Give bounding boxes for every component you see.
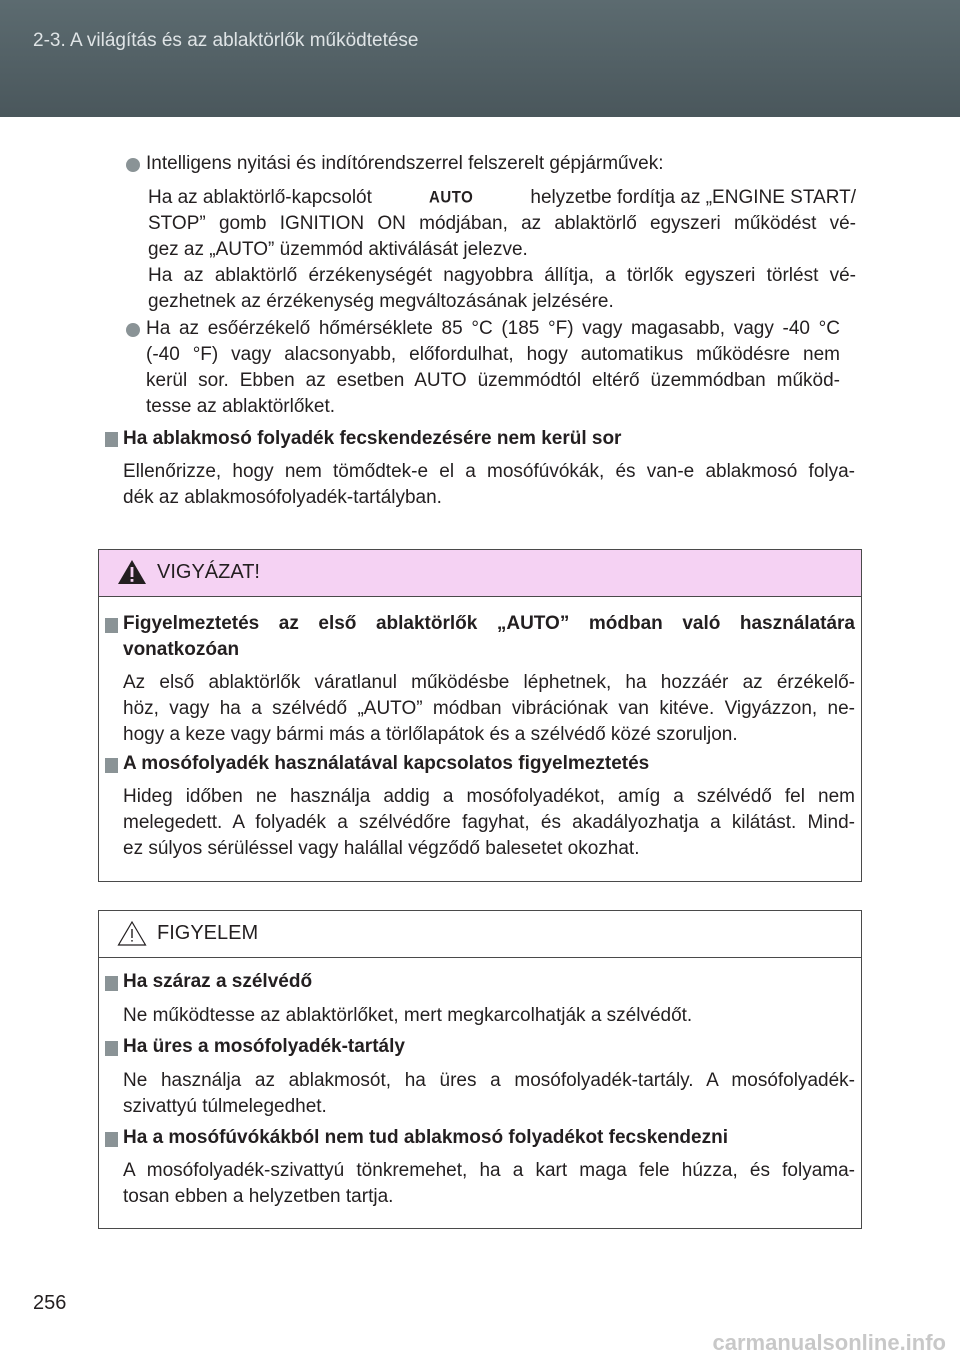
section-line2: dék az ablakmosófolyadék-tartályban. (123, 487, 442, 508)
section-heading: Ha ablakmosó folyadék fecskendezésére nem kerül sor (123, 428, 622, 449)
caution-text2-line1: Hideg időben ne használja addig a mosófolyadékot, amíg a szélvédő fel nem (123, 786, 855, 807)
warning-icon (117, 559, 147, 585)
section-marker-icon (105, 432, 118, 447)
caution-text2-line3: ez súlyos sérüléssel vagy halállal végződő balesetet okozhat. (123, 838, 640, 859)
notice-heading3: Ha a mosófúvókákból nem tud ablakmosó folyadékot fecskendezni (123, 1127, 728, 1148)
caution-text1-line3: hogy a keze vagy bármi más a törlőlapátok és a szélvédő közé szoruljon. (123, 724, 738, 745)
caution-text2-line2: melegedett. A folyadék a szélvédőre fagyhat, és akadályozhatja a kilátást. Mind- (123, 812, 855, 833)
notice-warning-icon (117, 920, 147, 946)
caution-header (99, 550, 861, 597)
section-marker-icon (105, 758, 118, 773)
bullet2-line3: kerül sor. Ebben az esetben AUTO üzemmódtól eltérő üzemmódban működ- (146, 370, 840, 391)
caution-title: VIGYÁZAT! (157, 561, 260, 583)
bullet1-line2: STOP” gomb IGNITION ON módjában, az ablaktörlő egyszeri működést vé- (148, 213, 856, 234)
notice-header (99, 911, 861, 958)
notice-title: FIGYELEM (157, 922, 259, 944)
bullet2-line2: (-40 °F) vagy alacsonyabb, előfordulhat, hogy automatikus működésre nem (146, 344, 840, 365)
auto-icon: AUTO (429, 188, 474, 207)
bullet2-line4: tesse az ablaktörlőket. (146, 396, 336, 417)
caution-heading2: A mosófolyadék használatával kapcsolatos figyelmeztetés (123, 753, 650, 774)
section-line1: Ellenőrizze, hogy nem tömődtek-e el a mosófúvókák, és van-e ablakmosó folya- (123, 461, 855, 482)
section-title: 2-3. A világítás és az ablaktörlők működtetése (33, 30, 419, 51)
bullet-icon (126, 323, 140, 337)
section-marker-icon (105, 1041, 118, 1056)
watermark: carmanualsonline.info (712, 1330, 946, 1355)
bullet1-title: Intelligens nyitási és indítórendszerrel felszerelt gépjárművek: (146, 153, 664, 174)
notice-text1: Ne működtesse az ablaktörlőket, mert megkarcolhatják a szélvédőt. (123, 1005, 693, 1026)
notice-heading1: Ha száraz a szélvédő (123, 971, 313, 992)
bullet2-line1: Ha az esőérzékelő hőmérséklete 85 °C (185 °F) vagy magasabb, vagy -40 °C (146, 318, 840, 339)
caution-text1-line1: Az első ablaktörlők váratlanul működésbe léphetnek, ha hozzáér az érzékelő- (123, 672, 855, 693)
page-header (0, 0, 960, 117)
bullet-icon (126, 158, 140, 172)
notice-text2-line2: szivattyú túlmelegedhet. (123, 1096, 327, 1117)
notice-text2-line1: Ne használja az ablakmosót, ha üres a mosófolyadék-tartály. A mosófolyadék- (123, 1070, 855, 1091)
bullet1-line1 (148, 185, 856, 212)
bullet1-line1b: helyzetbe fordítja az „ENGINE START/ (530, 187, 856, 208)
section-marker-icon (105, 618, 118, 633)
bullet1-line5: gezhetnek az érzékenység megváltozásának jelzésére. (148, 291, 614, 312)
caution-heading1-line2: vonatkozóan (123, 639, 240, 660)
section-marker-icon (105, 1132, 118, 1147)
section-marker-icon (105, 976, 118, 991)
caution-heading1-line1: Figyelmeztetés az első ablaktörlők „AUTO” módban való használatára (123, 613, 855, 634)
bullet1-line4: Ha az ablaktörlő érzékenységét nagyobbra állítja, a törlők egyszeri törlést vé- (148, 265, 856, 286)
caution-text1-line2: höz, vagy ha a szélvédő „AUTO” módban vibrációnak van kitéve. Vigyázzon, ne- (123, 698, 855, 719)
bullet1-line3: gez az „AUTO” üzemmód aktiválását jelezve. (148, 239, 528, 260)
bullet1-line1a: Ha az ablaktörlő-kapcsolót (148, 187, 372, 208)
page-number: 256 (33, 1292, 67, 1314)
notice-heading2: Ha üres a mosófolyadék-tartály (123, 1036, 405, 1057)
notice-text3-line1: A mosófolyadék-szivattyú tönkremehet, ha a kart maga fele húzza, és folyama- (123, 1160, 855, 1181)
notice-text3-line2: tosan ebben a helyzetben tartja. (123, 1186, 394, 1207)
